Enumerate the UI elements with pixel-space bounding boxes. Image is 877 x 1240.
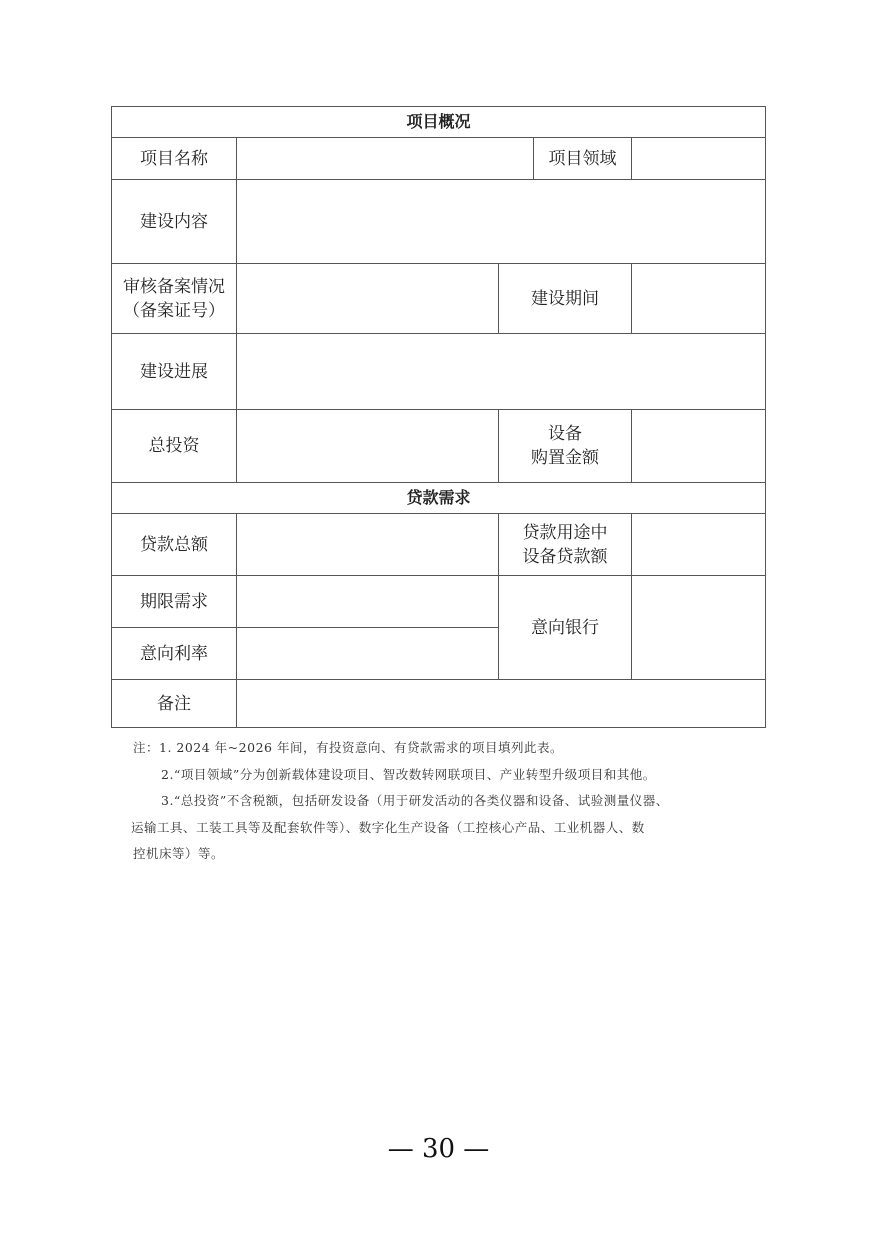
term-field[interactable] <box>237 576 499 628</box>
construction-content-label: 建设内容 <box>112 180 237 264</box>
intended-rate-label: 意向利率 <box>112 628 237 680</box>
equipment-purchase-field[interactable] <box>632 410 766 483</box>
note-3-line-3: 控机床等）等。 <box>133 846 225 861</box>
remarks-field[interactable] <box>237 680 766 728</box>
review-record-label-line1: 审核备案情况 <box>123 276 225 297</box>
construction-period-label: 建设期间 <box>499 264 632 334</box>
equipment-loan-label <box>499 514 632 576</box>
construction-progress-label: 建设进展 <box>112 334 237 410</box>
review-record-label-line2: （备案证号） <box>123 300 225 321</box>
total-loan-label: 贷款总额 <box>112 514 237 576</box>
section-loan-heading: 贷款需求 <box>112 483 766 514</box>
equipment-loan-field[interactable] <box>632 514 766 576</box>
section-overview-heading: 项目概况 <box>112 107 766 138</box>
note-3-line-1: 3.“总投资”不含税额，包括研发设备（用于研发活动的各类仪器和设备、试验测量仪器、 <box>161 793 669 808</box>
equipment-loan-line2: 设备贷款额 <box>522 546 608 567</box>
intended-bank-field[interactable] <box>632 576 766 680</box>
note-3-line-2: 运输工具、工装工具等及配套软件等）、数字化生产设备（工控核心产品、工业机器人、数 <box>131 819 645 835</box>
project-name-label: 项目名称 <box>112 138 237 180</box>
project-name-field[interactable] <box>237 138 534 180</box>
note-1: 注：1. 2024 年~2026 年间，有投资意向、有贷款需求的项目填列此表。 <box>133 740 563 755</box>
construction-content-field[interactable] <box>237 180 766 264</box>
page-number: — 30 — <box>387 1134 490 1164</box>
intended-rate-field[interactable] <box>237 628 499 680</box>
notes-block <box>133 735 773 868</box>
total-investment-label: 总投资 <box>112 410 237 483</box>
construction-progress-field[interactable] <box>237 334 766 410</box>
project-field-label: 项目领域 <box>534 138 632 180</box>
equipment-loan-line1: 贷款用途中 <box>522 522 608 543</box>
term-label: 期限需求 <box>112 576 237 628</box>
total-investment-field[interactable] <box>237 410 499 483</box>
intended-bank-label: 意向银行 <box>499 576 632 680</box>
review-record-label <box>112 264 237 334</box>
project-form-table <box>111 106 766 728</box>
construction-period-field[interactable] <box>632 264 766 334</box>
equipment-purchase-label <box>499 410 632 483</box>
total-loan-field[interactable] <box>237 514 499 576</box>
note-2: 2.“项目领域”分为创新载体建设项目、智改数转网联项目、产业转型升级项目和其他。 <box>161 766 656 782</box>
equipment-purchase-line1: 设备 <box>548 424 582 444</box>
equipment-purchase-line2: 购置金额 <box>531 448 599 468</box>
project-field-field[interactable] <box>632 138 766 180</box>
review-record-field[interactable] <box>237 264 499 334</box>
remarks-label: 备注 <box>112 680 237 728</box>
